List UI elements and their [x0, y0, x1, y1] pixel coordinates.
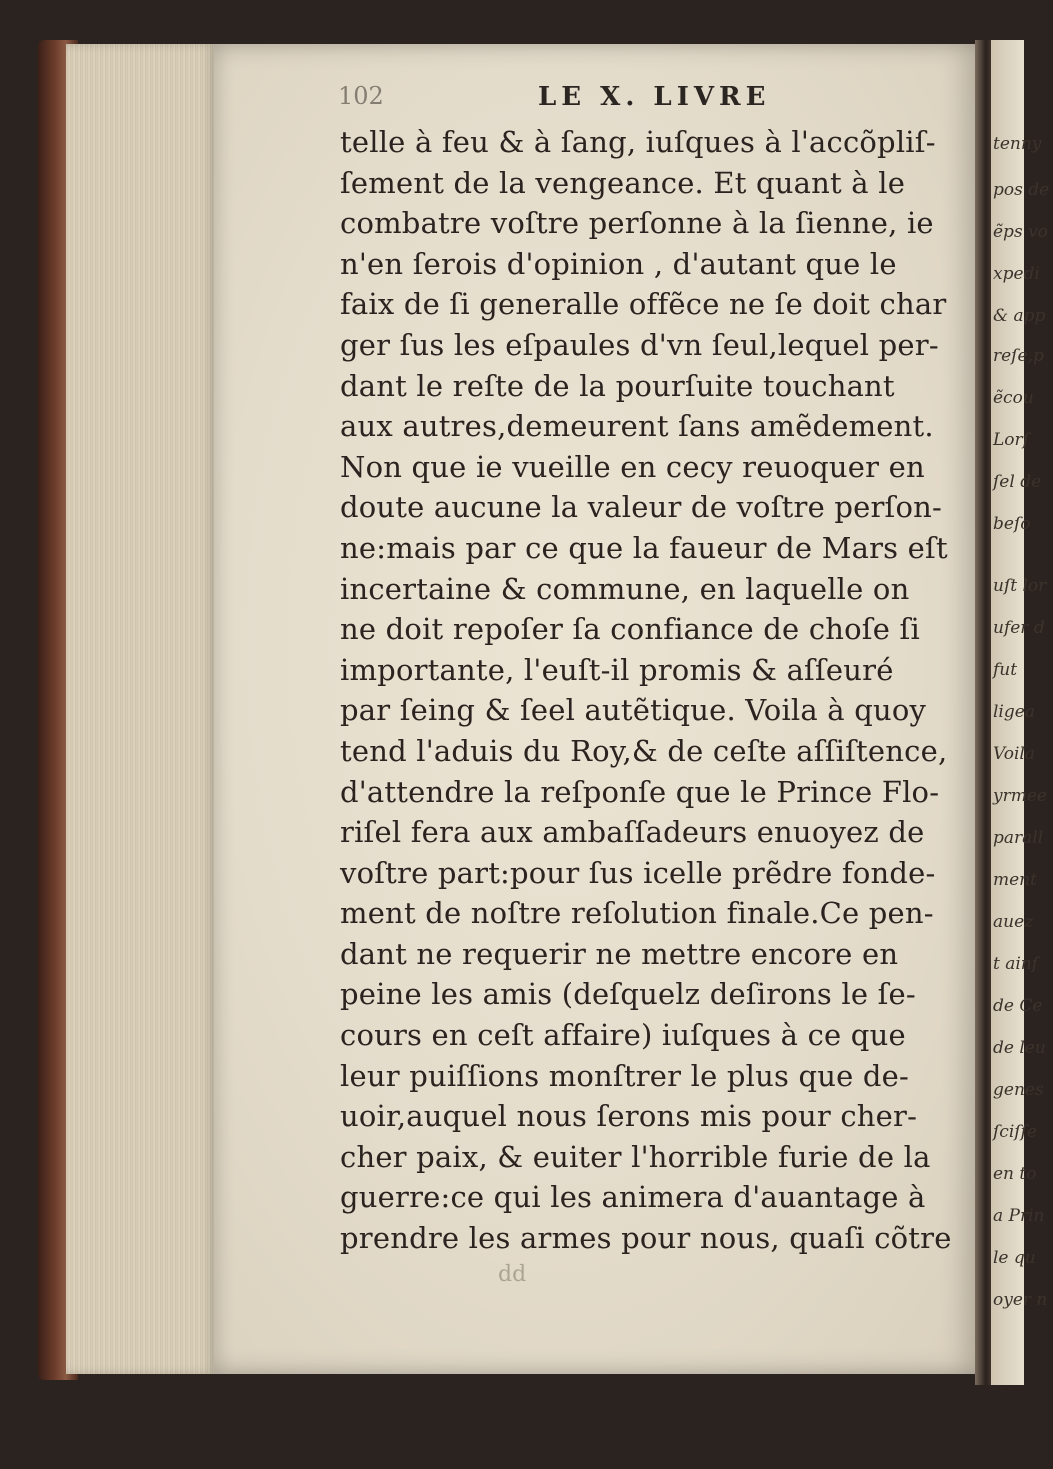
recto-fragment: uſt lor: [993, 576, 1047, 596]
recto-fragment: pos de: [993, 180, 1050, 200]
text-line: combatre voſtre perſonne à la ſienne, ie: [340, 206, 934, 241]
text-line: cours en ceſt affaire) iuſques à ce que: [340, 1018, 906, 1053]
text-line: ne:mais par ce que la faueur de Mars eſt: [340, 530, 948, 565]
recto-fragment: oyer n: [993, 1290, 1048, 1310]
recto-fragment: ẽps vo: [993, 222, 1048, 242]
recto-fragment: de Ce: [993, 996, 1043, 1016]
text-line: dant le reſte de la pourſuite touchant: [340, 368, 895, 403]
text-line: voſtre part:pour ſus icelle prẽdre fonde-: [340, 855, 936, 890]
recto-fragment: ment: [993, 870, 1037, 890]
text-line: ment de noſtre reſolution finale.Ce pen-: [340, 896, 934, 931]
recto-fragment: reſe,p: [993, 346, 1044, 366]
text-line: ger ſus les eſpaules d'vn ſeul,lequel per-: [340, 327, 939, 362]
recto-page-edge: [991, 40, 1050, 1385]
catchword: dd: [498, 1262, 527, 1287]
text-line: n'en ſerois d'opinion , d'autant que le: [340, 246, 897, 281]
text-line: uoir,auquel nous ſerons mis pour cher-: [340, 1099, 918, 1134]
page-block-edges: [66, 44, 216, 1374]
text-line: ſement de la vengeance. Et quant à le: [340, 165, 906, 200]
recto-fragment: parall: [993, 828, 1044, 848]
recto-fragment: t ainſ: [993, 954, 1039, 974]
recto-fragment: beſo: [993, 514, 1031, 534]
text-line: incertaine & commune, en laquelle on: [340, 571, 910, 606]
text-line: par ſeing & ſeel autẽtique. Voila à quoy: [340, 693, 927, 728]
recto-fragment: ufer d: [993, 618, 1045, 638]
text-line: doute aucune la valeur de voſtre perſon-: [340, 490, 943, 525]
recto-fragment: ẽcou: [993, 388, 1034, 408]
recto-fragment: Voila: [993, 744, 1035, 764]
page-number: 102: [338, 82, 384, 110]
recto-fragment: auez: [993, 912, 1034, 932]
text-line: peine les amis (deſquelz deſirons le ſe-: [340, 977, 916, 1012]
text-line: importante, l'euſt-il promis & aſſeuré: [340, 652, 894, 687]
text-line: d'attendre la reſponſe que le Prince Flo-: [340, 774, 940, 809]
recto-fragment: ſciſſe: [993, 1122, 1037, 1142]
text-line: dant ne requerir ne mettre encore en: [340, 936, 899, 971]
recto-fragment: & app: [993, 306, 1046, 326]
recto-fragment: a Prin: [993, 1206, 1045, 1226]
recto-fragment: le qu: [993, 1248, 1036, 1268]
text-line: riſel fera aux ambaſſadeurs enuoyez de: [340, 815, 925, 850]
recto-fragment: en to: [993, 1164, 1037, 1184]
text-line: tend l'aduis du Roy,& de ceſte aſſiſtence,: [340, 733, 948, 768]
text-line: prendre les armes pour nous, quaſi cõtre: [340, 1221, 952, 1256]
recto-fragment: ligea: [993, 702, 1035, 722]
recto-fragment: xpedi: [993, 264, 1040, 284]
recto-fragment: de leu: [993, 1038, 1046, 1058]
text-line: telle à feu & à ſang, iuſques à l'accõpliſ-: [340, 125, 936, 159]
text-line: guerre:ce qui les animera d'auantage à: [340, 1180, 926, 1215]
recto-fragment: tenny: [993, 134, 1042, 154]
recto-fragment: fut: [993, 660, 1018, 680]
text-line: ne doit repoſer ſa confiance de choſe ſi: [340, 612, 920, 647]
text-line: Non que ie vueille en cecy reuoquer en: [340, 449, 925, 484]
text-block: [340, 122, 960, 1259]
text-line: cher paix, & euiter l'horrible furie de la: [340, 1139, 931, 1174]
text-line: aux autres,demeurent ſans amẽdement.: [340, 409, 934, 444]
running-head: LE X. LIVRE: [538, 82, 771, 112]
text-line: leur puiſſions monſtrer le plus que de-: [340, 1058, 910, 1093]
recto-fragment: yrmee: [993, 786, 1047, 806]
recto-fragment: genes: [993, 1080, 1044, 1100]
recto-fragment: ſel de: [993, 472, 1042, 492]
text-line: faix de ſi generalle offẽce ne ſe doit char: [340, 287, 947, 322]
recto-fragment: Lorſ: [993, 430, 1029, 450]
